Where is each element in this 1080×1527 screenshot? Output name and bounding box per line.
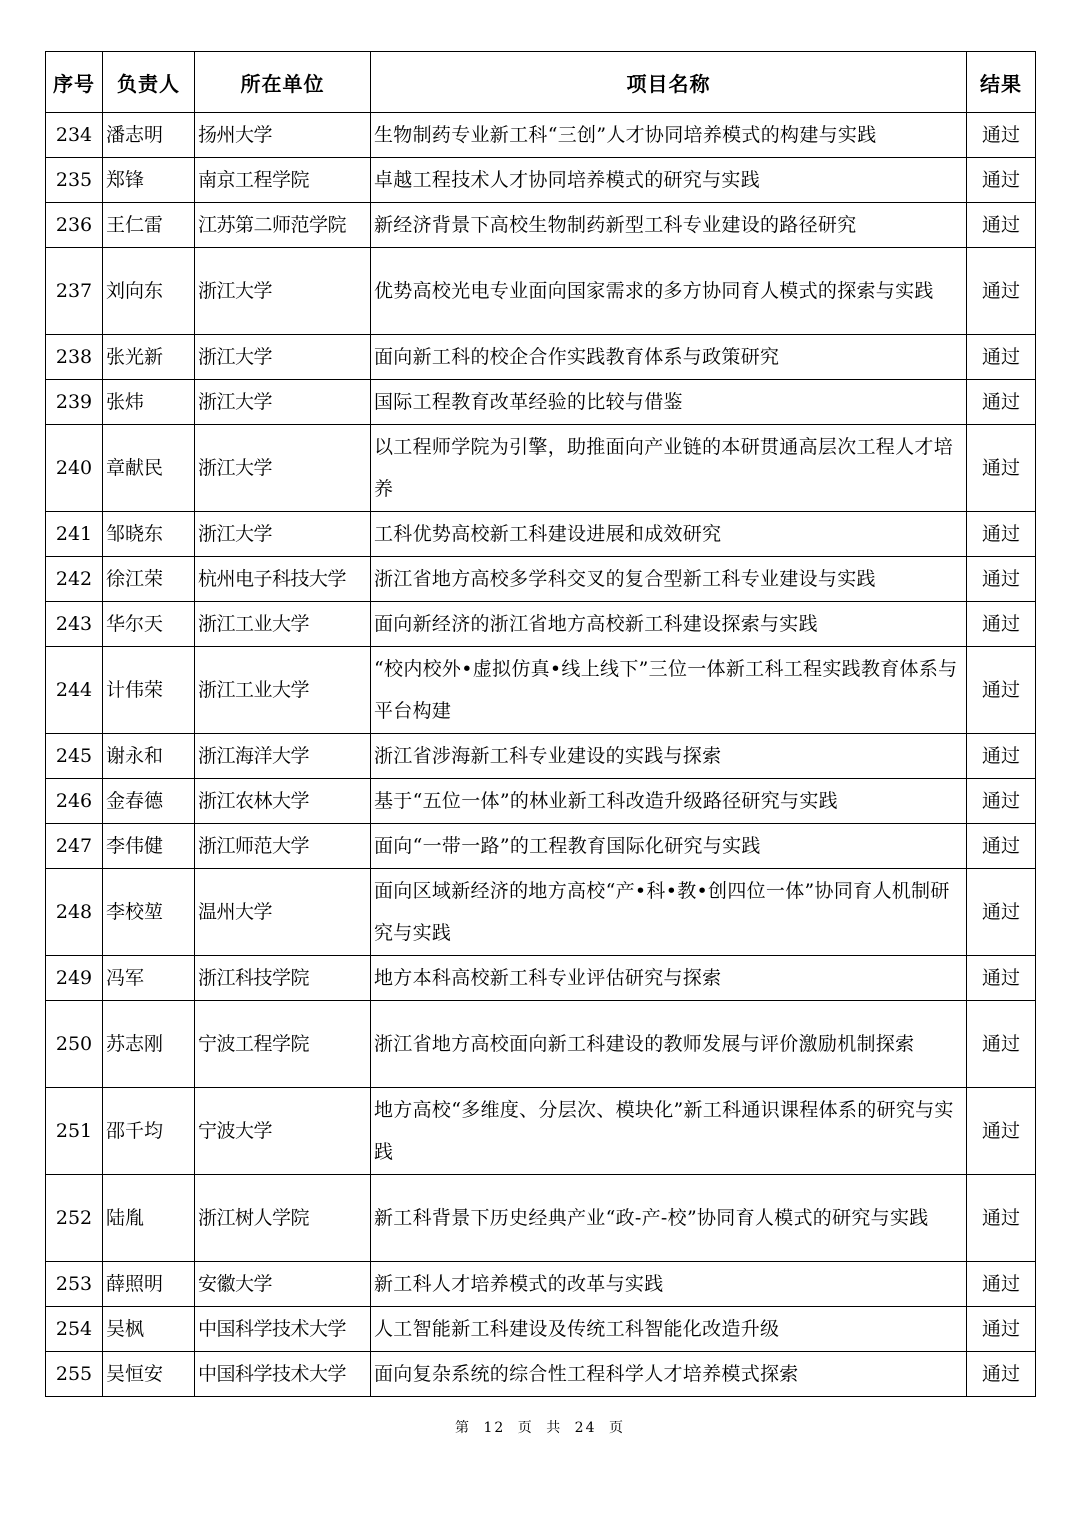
row-unit: 浙江农林大学 [195,779,371,824]
row-num: 251 [46,1088,103,1175]
row-project: 人工智能新工科建设及传统工科智能化改造升级 [371,1307,967,1352]
row-unit: 中国科学技术大学 [195,1352,371,1397]
row-person: 苏志刚 [103,1001,195,1088]
row-project: 浙江省涉海新工科专业建设的实践与探索 [371,734,967,779]
row-num: 252 [46,1175,103,1262]
row-person: 郑锋 [103,158,195,203]
row-num: 244 [46,647,103,734]
row-unit: 浙江工业大学 [195,647,371,734]
row-unit: 南京工程学院 [195,158,371,203]
footer-prefix: 第 [455,1420,472,1436]
table-header-row [46,52,1036,113]
table-row [46,335,1036,380]
row-num: 243 [46,602,103,647]
row-person: 潘志明 [103,113,195,158]
table-row [46,425,1036,512]
row-unit: 江苏第二师范学院 [195,203,371,248]
header-project: 项目名称 [371,52,967,113]
table-row [46,557,1036,602]
row-unit: 浙江树人学院 [195,1175,371,1262]
row-project: 面向新工科的校企合作实践教育体系与政策研究 [371,335,967,380]
row-num: 254 [46,1307,103,1352]
header-person: 负责人 [103,52,195,113]
row-person: 金春德 [103,779,195,824]
row-result: 通过 [967,1001,1036,1088]
row-unit: 杭州电子科技大学 [195,557,371,602]
row-num: 249 [46,956,103,1001]
row-person: 谢永和 [103,734,195,779]
row-result: 通过 [967,602,1036,647]
row-num: 247 [46,824,103,869]
row-num: 240 [46,425,103,512]
row-person: 吴恒安 [103,1352,195,1397]
row-project: 优势高校光电专业面向国家需求的多方协同育人模式的探索与实践 [371,248,967,335]
table-row [46,779,1036,824]
row-project: 面向区域新经济的地方高校“产•科•教•创四位一体”协同育人机制研究与实践 [371,869,967,956]
row-num: 253 [46,1262,103,1307]
table-row [46,380,1036,425]
row-num: 248 [46,869,103,956]
row-person: 李伟健 [103,824,195,869]
row-num: 246 [46,779,103,824]
row-person: 薛照明 [103,1262,195,1307]
row-project: 新工科背景下历史经典产业“政-产-校”协同育人模式的研究与实践 [371,1175,967,1262]
row-project: 以工程师学院为引擎，助推面向产业链的本研贯通高层次工程人才培养 [371,425,967,512]
row-person: 邵千均 [103,1088,195,1175]
row-num: 250 [46,1001,103,1088]
page-footer [0,1417,1080,1437]
row-person: 邹晓东 [103,512,195,557]
row-result: 通过 [967,779,1036,824]
row-num: 236 [46,203,103,248]
row-project: 地方高校“多维度、分层次、模块化”新工科通识课程体系的研究与实践 [371,1088,967,1175]
row-result: 通过 [967,1088,1036,1175]
row-result: 通过 [967,956,1036,1001]
table-row [46,647,1036,734]
row-project: 国际工程教育改革经验的比较与借鉴 [371,380,967,425]
footer-suffix: 页 [608,1420,625,1436]
row-unit: 浙江科技学院 [195,956,371,1001]
header-num: 序号 [46,52,103,113]
row-project: 卓越工程技术人才协同培养模式的研究与实践 [371,158,967,203]
row-unit: 浙江大学 [195,425,371,512]
row-project: 生物制药专业新工科“三创”人才协同培养模式的构建与实践 [371,113,967,158]
row-unit: 浙江师范大学 [195,824,371,869]
row-unit: 中国科学技术大学 [195,1307,371,1352]
row-unit: 浙江大学 [195,248,371,335]
row-result: 通过 [967,734,1036,779]
row-person: 吴枫 [103,1307,195,1352]
footer-page-number: 12 [483,1420,506,1436]
row-unit: 浙江大学 [195,380,371,425]
row-project: 面向复杂系统的综合性工程科学人才培养模式探索 [371,1352,967,1397]
row-result: 通过 [967,380,1036,425]
row-result: 通过 [967,113,1036,158]
row-unit: 扬州大学 [195,113,371,158]
header-result: 结果 [967,52,1036,113]
row-result: 通过 [967,1175,1036,1262]
table-row [46,113,1036,158]
row-unit: 浙江工业大学 [195,602,371,647]
row-num: 245 [46,734,103,779]
row-project: 基于“五位一体”的林业新工科改造升级路径研究与实践 [371,779,967,824]
row-result: 通过 [967,203,1036,248]
row-project: 新经济背景下高校生物制药新型工科专业建设的路径研究 [371,203,967,248]
row-project: 面向“一带一路”的工程教育国际化研究与实践 [371,824,967,869]
row-result: 通过 [967,425,1036,512]
table-row [46,602,1036,647]
table-row [46,248,1036,335]
row-unit: 宁波工程学院 [195,1001,371,1088]
row-result: 通过 [967,824,1036,869]
row-project: 地方本科高校新工科专业评估研究与探索 [371,956,967,1001]
row-person: 徐江荣 [103,557,195,602]
row-person: 王仁雷 [103,203,195,248]
header-unit: 所在单位 [195,52,371,113]
row-person: 张炜 [103,380,195,425]
row-num: 241 [46,512,103,557]
footer-mid1: 页 [517,1420,534,1436]
project-table [45,51,1036,1397]
row-result: 通过 [967,1262,1036,1307]
row-num: 235 [46,158,103,203]
row-result: 通过 [967,1307,1036,1352]
row-project: 新工科人才培养模式的改革与实践 [371,1262,967,1307]
row-num: 237 [46,248,103,335]
row-project: “校内校外•虚拟仿真•线上线下”三位一体新工科工程实践教育体系与平台构建 [371,647,967,734]
row-person: 李校堃 [103,869,195,956]
row-result: 通过 [967,158,1036,203]
table-row [46,734,1036,779]
row-result: 通过 [967,335,1036,380]
row-result: 通过 [967,512,1036,557]
row-person: 章献民 [103,425,195,512]
row-project: 浙江省地方高校多学科交叉的复合型新工科专业建设与实践 [371,557,967,602]
table-row [46,956,1036,1001]
row-person: 冯军 [103,956,195,1001]
row-result: 通过 [967,647,1036,734]
row-unit: 浙江海洋大学 [195,734,371,779]
row-unit: 温州大学 [195,869,371,956]
table-row [46,203,1036,248]
table-row [46,1001,1036,1088]
row-num: 242 [46,557,103,602]
row-person: 计伟荣 [103,647,195,734]
row-result: 通过 [967,248,1036,335]
row-num: 239 [46,380,103,425]
row-person: 刘向东 [103,248,195,335]
table-row [46,1352,1036,1397]
row-result: 通过 [967,557,1036,602]
row-num: 234 [46,113,103,158]
row-num: 238 [46,335,103,380]
row-project: 浙江省地方高校面向新工科建设的教师发展与评价激励机制探索 [371,1001,967,1088]
row-project: 面向新经济的浙江省地方高校新工科建设探索与实践 [371,602,967,647]
footer-mid2: 共 [546,1420,563,1436]
row-person: 华尔天 [103,602,195,647]
table-body [46,113,1036,1397]
table-row [46,1262,1036,1307]
row-unit: 安徽大学 [195,1262,371,1307]
table-row [46,869,1036,956]
table-row [46,1088,1036,1175]
table-row [46,158,1036,203]
row-result: 通过 [967,1352,1036,1397]
table-row [46,1307,1036,1352]
row-project: 工科优势高校新工科建设进展和成效研究 [371,512,967,557]
table-row [46,512,1036,557]
table-row [46,824,1036,869]
row-result: 通过 [967,869,1036,956]
row-person: 张光新 [103,335,195,380]
row-num: 255 [46,1352,103,1397]
footer-total-pages: 24 [574,1420,597,1436]
row-unit: 浙江大学 [195,335,371,380]
row-unit: 宁波大学 [195,1088,371,1175]
table-row [46,1175,1036,1262]
row-person: 陆胤 [103,1175,195,1262]
row-unit: 浙江大学 [195,512,371,557]
